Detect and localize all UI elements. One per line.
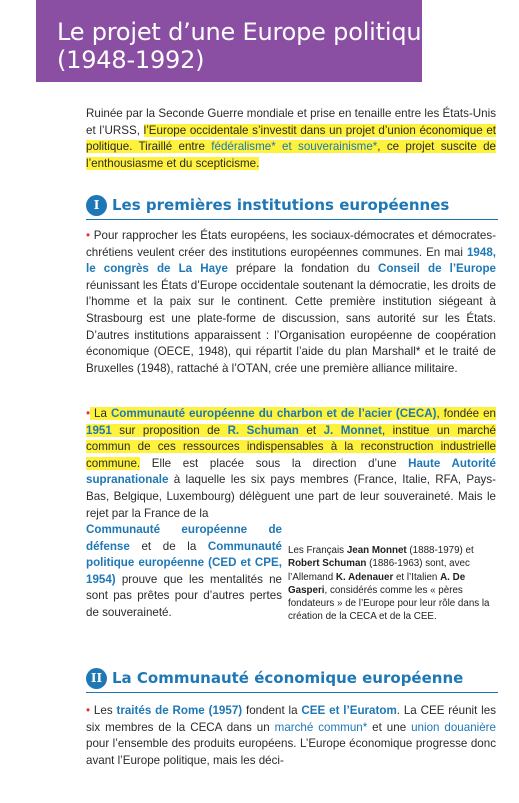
section-1-title: Les premières institutions européennes <box>112 196 450 214</box>
term-cpe: Communauté politique européenne (CED et CPE, 1954) <box>86 539 282 586</box>
caption-name-schuman: Robert Schuman <box>288 558 367 570</box>
term-cee-euratom: CEE et l’Euratom <box>301 704 397 717</box>
caption-box: Les Français Jean Monnet (1888-1979) et Robert Schuman (1886-1963) sont, avec l’Allemand K. Adenauer et l’Italien A. De Gasperi, considérés comme les « pères fondateurs » de l’Europe pour leur rôle dans la création de la CECA et de la CEE. <box>288 545 490 623</box>
caption-name-monnet: Jean Monnet <box>346 545 407 556</box>
term-traites-rome: traités de Rome (1957) <box>116 704 243 717</box>
paragraph-3: Communauté européenne de défense et de la Communauté politique européenne (CED et CPE, 1954) prouve que les mentalités ne sont pas prêtes pour d’autres pertes de souveraineté. <box>86 523 282 619</box>
term-marche-commun[interactable]: marché commun* <box>274 720 368 734</box>
term-ced: Communauté européenne de défense <box>86 523 282 553</box>
bullet: • <box>86 229 91 242</box>
page-title-line-1: Le projet d’une Europe politique <box>57 18 436 46</box>
section-2-numeral: II <box>86 668 107 689</box>
page-title-line-2: (1948-1992) <box>57 46 205 74</box>
section-2-title: La Communauté économique européenne <box>112 669 464 687</box>
caption-name-de-gasperi: A. De Gasperi <box>288 571 466 596</box>
paragraph-4: • Les traités de Rome (1957) fondent la CEE et l’Euratom. La CEE réunit les six membres de la CECA dans un marché commun* et une union douanière pour l’ensemble des produits européens. L’Europe économique progresse donc avant l’Europe politique, mais les déci- <box>86 704 496 767</box>
section-1-header <box>86 193 498 220</box>
term-congres-la-haye: 1948, le congrès de La Haye <box>86 245 496 276</box>
intro-text: Ruinée par la Seconde Guerre mondiale et prise en tenaille entre les États-Unis et l’URSS, <box>86 107 496 137</box>
term-ceca: Communauté européenne du charbon et de l’acier (CECA) <box>110 407 437 420</box>
section-1-numeral: I <box>86 195 107 216</box>
term-monnet: J. Monnet <box>323 423 382 437</box>
caption-name-adenauer: K. Adenauer <box>335 571 394 583</box>
intro-highlight: l’Europe occidentale s’investit dans un projet d’union économique et politique. Tiraillé entre <box>86 123 496 154</box>
term-union-douaniere: union douanière <box>411 720 496 734</box>
paragraph-1: • Pour rapprocher les États européens, les sociaux-démocrates et démocrates-chrétiens veulent créer des institutions européennes communes. En mai 1948, le congrès de La Haye prépare la fondation du Conseil de l’Europe réunissant les États d’Europe occidentale soutenant la démocratie, les droits de l’homme et la paix sur le continent. Cette première institution siégeant à Strasbourg est une plate-forme de discussion, sans autorité sur les États. D’autres institutions apparaissent : l’Organisation européenne de coopération économique (OECE, 1948), qui répartit l’aide du plan Marshall* et le traité de Bruxelles (1948), rattaché à l’OTAN, crée une première alliance militaire. <box>86 229 496 375</box>
section-2-header <box>86 666 498 693</box>
term-haute-autorite: Haute Autorité supranationale <box>86 456 496 487</box>
intro-paragraph <box>86 106 496 172</box>
intro-term-federalisme[interactable]: fédéralisme* et souverainisme* <box>211 140 378 154</box>
term-conseil-europe: Conseil de l’Europe <box>378 262 496 276</box>
bullet: • <box>86 704 91 717</box>
term-schuman: R. Schuman <box>227 423 299 437</box>
term-1951: 1951 <box>86 423 112 437</box>
paragraph-2: • La Communauté européenne du charbon et de l’acier (CECA), fondée en 1951 sur proposition de R. Schuman et J. Monnet, institue un marché commun de ces ressources indispensables à la reconstruction industrielle commune. Elle est placée sous la direction d’une Haute Autorité supranationale à laquelle les six pays membres (France, Italie, RFA, Pays-Bas, Belgique, Luxembourg) délèguent une part de leur souveraineté. Mais le rejet par la France de la <box>86 407 496 520</box>
intro-highlight-end: , ce projet suscite de l’enthousiasme et du scepticisme. <box>86 140 496 170</box>
bullet: • <box>86 407 91 420</box>
